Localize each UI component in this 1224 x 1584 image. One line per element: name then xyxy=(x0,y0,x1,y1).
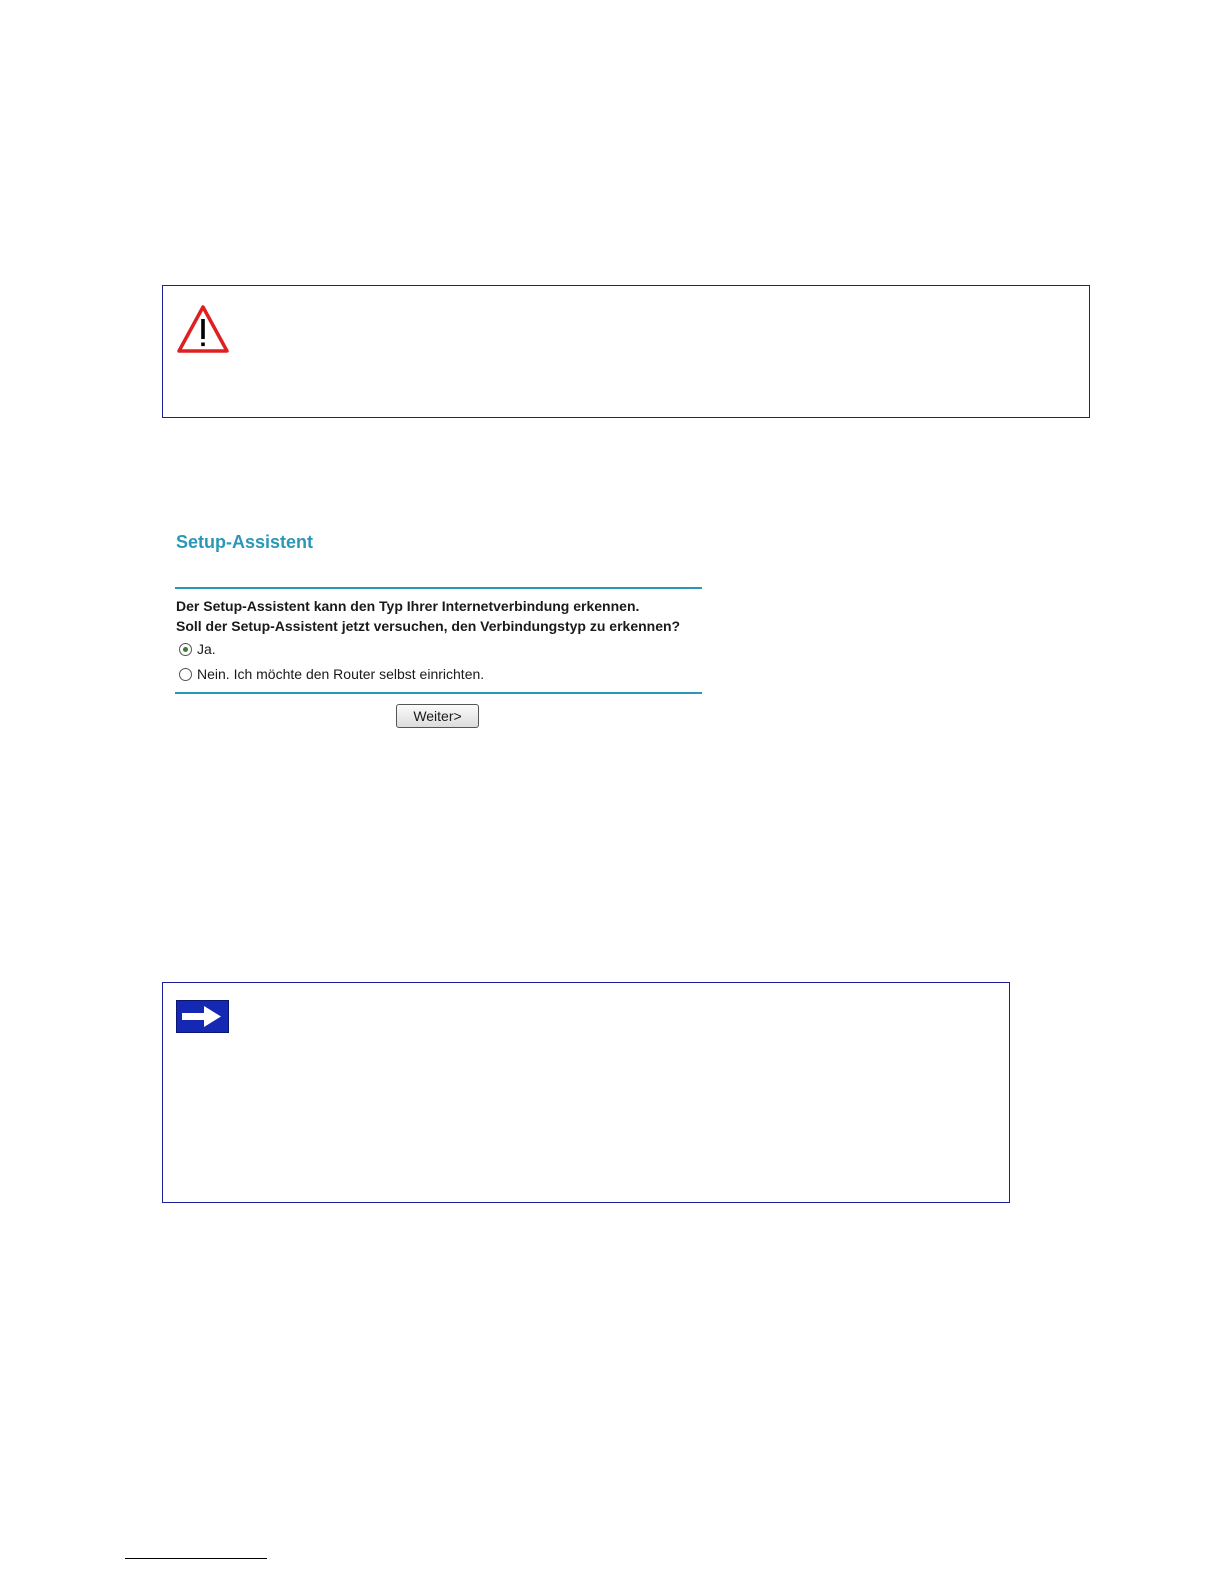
radio-label-nein: Nein. Ich möchte den Router selbst einrichten. xyxy=(197,666,485,682)
wizard-description-line-1: Der Setup-Assistent kann den Typ Ihrer Internetverbindung erkennen. xyxy=(176,598,640,614)
radio-label-ja: Ja. xyxy=(197,641,216,657)
footnote-separator xyxy=(125,1558,267,1559)
divider-top xyxy=(175,587,702,589)
wizard-description-line-2: Soll der Setup-Assistent jetzt versuchen, den Verbindungstyp zu erkennen? xyxy=(176,618,681,634)
radio-button-nein[interactable] xyxy=(179,668,192,681)
radio-button-ja[interactable] xyxy=(179,643,192,656)
divider-bottom xyxy=(175,692,702,694)
warning-triangle-icon xyxy=(176,304,230,354)
radio-option-nein[interactable] xyxy=(179,664,484,684)
next-button[interactable]: Weiter> xyxy=(396,704,479,728)
info-note-box xyxy=(162,982,1010,1203)
setup-wizard-panel xyxy=(173,520,704,735)
radio-option-ja[interactable] xyxy=(179,639,216,659)
right-arrow-icon xyxy=(176,1000,229,1033)
warning-note-box xyxy=(162,285,1090,418)
setup-wizard-title: Setup-Assistent xyxy=(176,532,314,552)
